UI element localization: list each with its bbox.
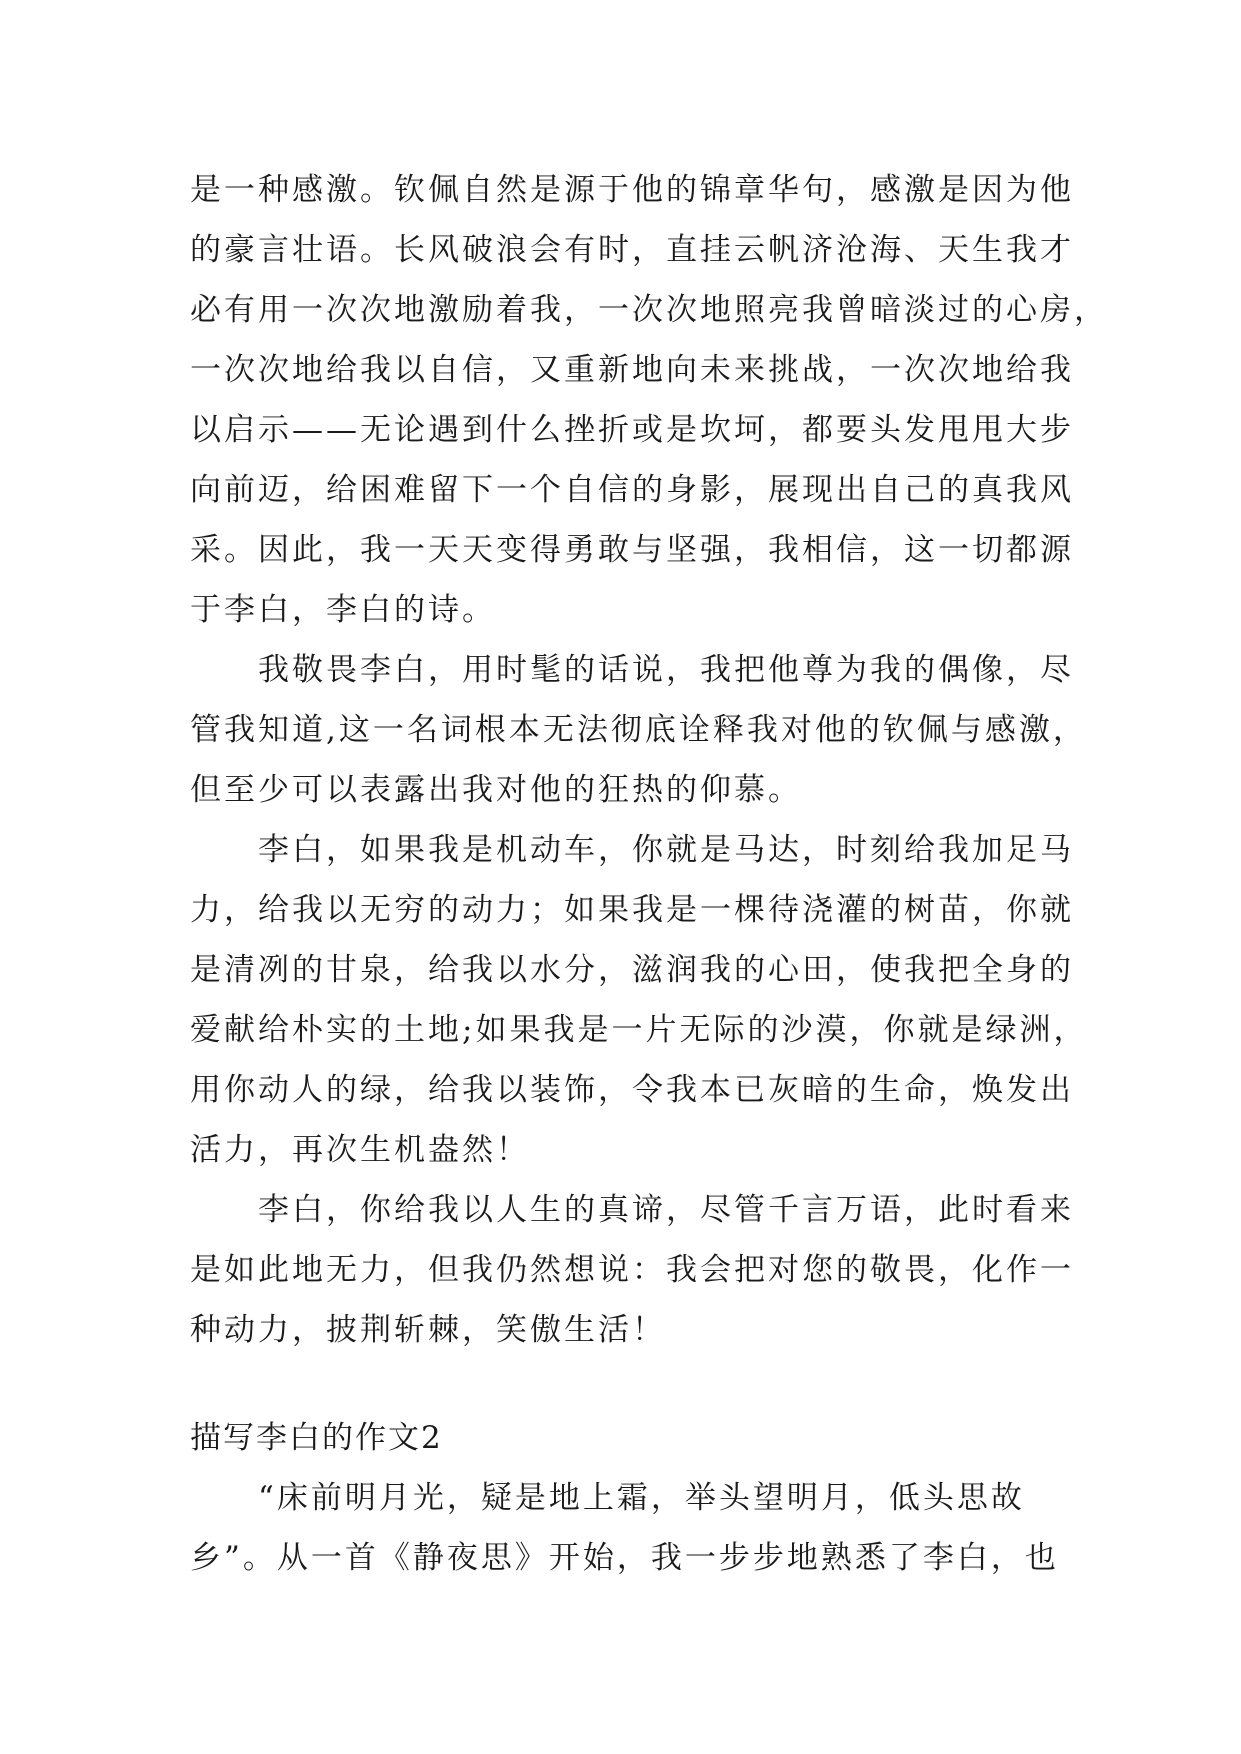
text-line: 我敬畏李白，用时髦的话说，我把他尊为我的偶像，尽: [258, 652, 1074, 688]
paragraph-3: [190, 820, 1088, 1180]
text-line: 是如此地无力，但我仍然想说：我会把对您的敬畏，化作一: [190, 1252, 1074, 1288]
paragraph-2: [190, 640, 1087, 820]
paragraph-continuation: [190, 160, 1108, 640]
document-body: [190, 160, 1108, 1588]
text-line: 活力，再次生机盎然！: [190, 1132, 530, 1168]
text-line: 向前迈，给困难留下一个自信的身影，展现出自己的真我风: [190, 472, 1074, 508]
text-line: 但至少可以表露出我对他的狂热的仰慕。: [190, 772, 802, 808]
text-line: 李白，如果我是机动车，你就是马达，时刻给我加足马: [258, 832, 1074, 868]
text-line: 以启示——无论遇到什么挫折或是坎坷，都要头发甩甩大步: [190, 412, 1074, 448]
text-line: 爱献给朴实的土地;如果我是一片无际的沙漠，你就是绿洲，: [190, 1012, 1088, 1048]
text-line: 采。因此，我一天天变得勇敢与坚强，我相信，这一切都源: [190, 532, 1074, 568]
text-line: 力，给我以无穷的动力；如果我是一棵待浇灌的树苗，你就: [190, 892, 1074, 928]
text-line: 必有用一次次地激励着我，一次次地照亮我曾暗淡过的心房，: [190, 292, 1108, 328]
text-line: 李白，你给我以人生的真谛，尽管千言万语，此时看来: [258, 1192, 1074, 1228]
text-line: 种动力，披荆斩棘，笑傲生活！: [190, 1312, 666, 1348]
text-line: 乡”。从一首《静夜思》开始，我一步步地熟悉了李白，也: [190, 1540, 1059, 1576]
text-line: 于李白，李白的诗。: [190, 592, 496, 628]
text-line: 是一种感激。钦佩自然是源于他的锦章华句，感激是因为他: [190, 172, 1074, 208]
text-line: 用你动人的绿，给我以装饰，令我本已灰暗的生命，焕发出: [190, 1072, 1074, 1108]
section-title: 描写李白的作文2: [190, 1420, 443, 1456]
text-line: “床前明月光，疑是地上霜，举头望明月，低头思故: [258, 1480, 1025, 1516]
paragraph-4: [190, 1180, 1074, 1360]
text-line: 的豪言壮语。长风破浪会有时，直挂云帆济沧海、天生我才: [190, 232, 1074, 268]
paragraph-5: [190, 1468, 1070, 1588]
text-line: 管我知道,这一名词根本无法彻底诠释我对他的钦佩与感激，: [190, 712, 1087, 748]
text-line: 是清冽的甘泉，给我以水分，滋润我的心田，使我把全身的: [190, 952, 1074, 988]
text-line: 一次次地给我以自信，又重新地向未来挑战，一次次地给我: [190, 352, 1074, 388]
